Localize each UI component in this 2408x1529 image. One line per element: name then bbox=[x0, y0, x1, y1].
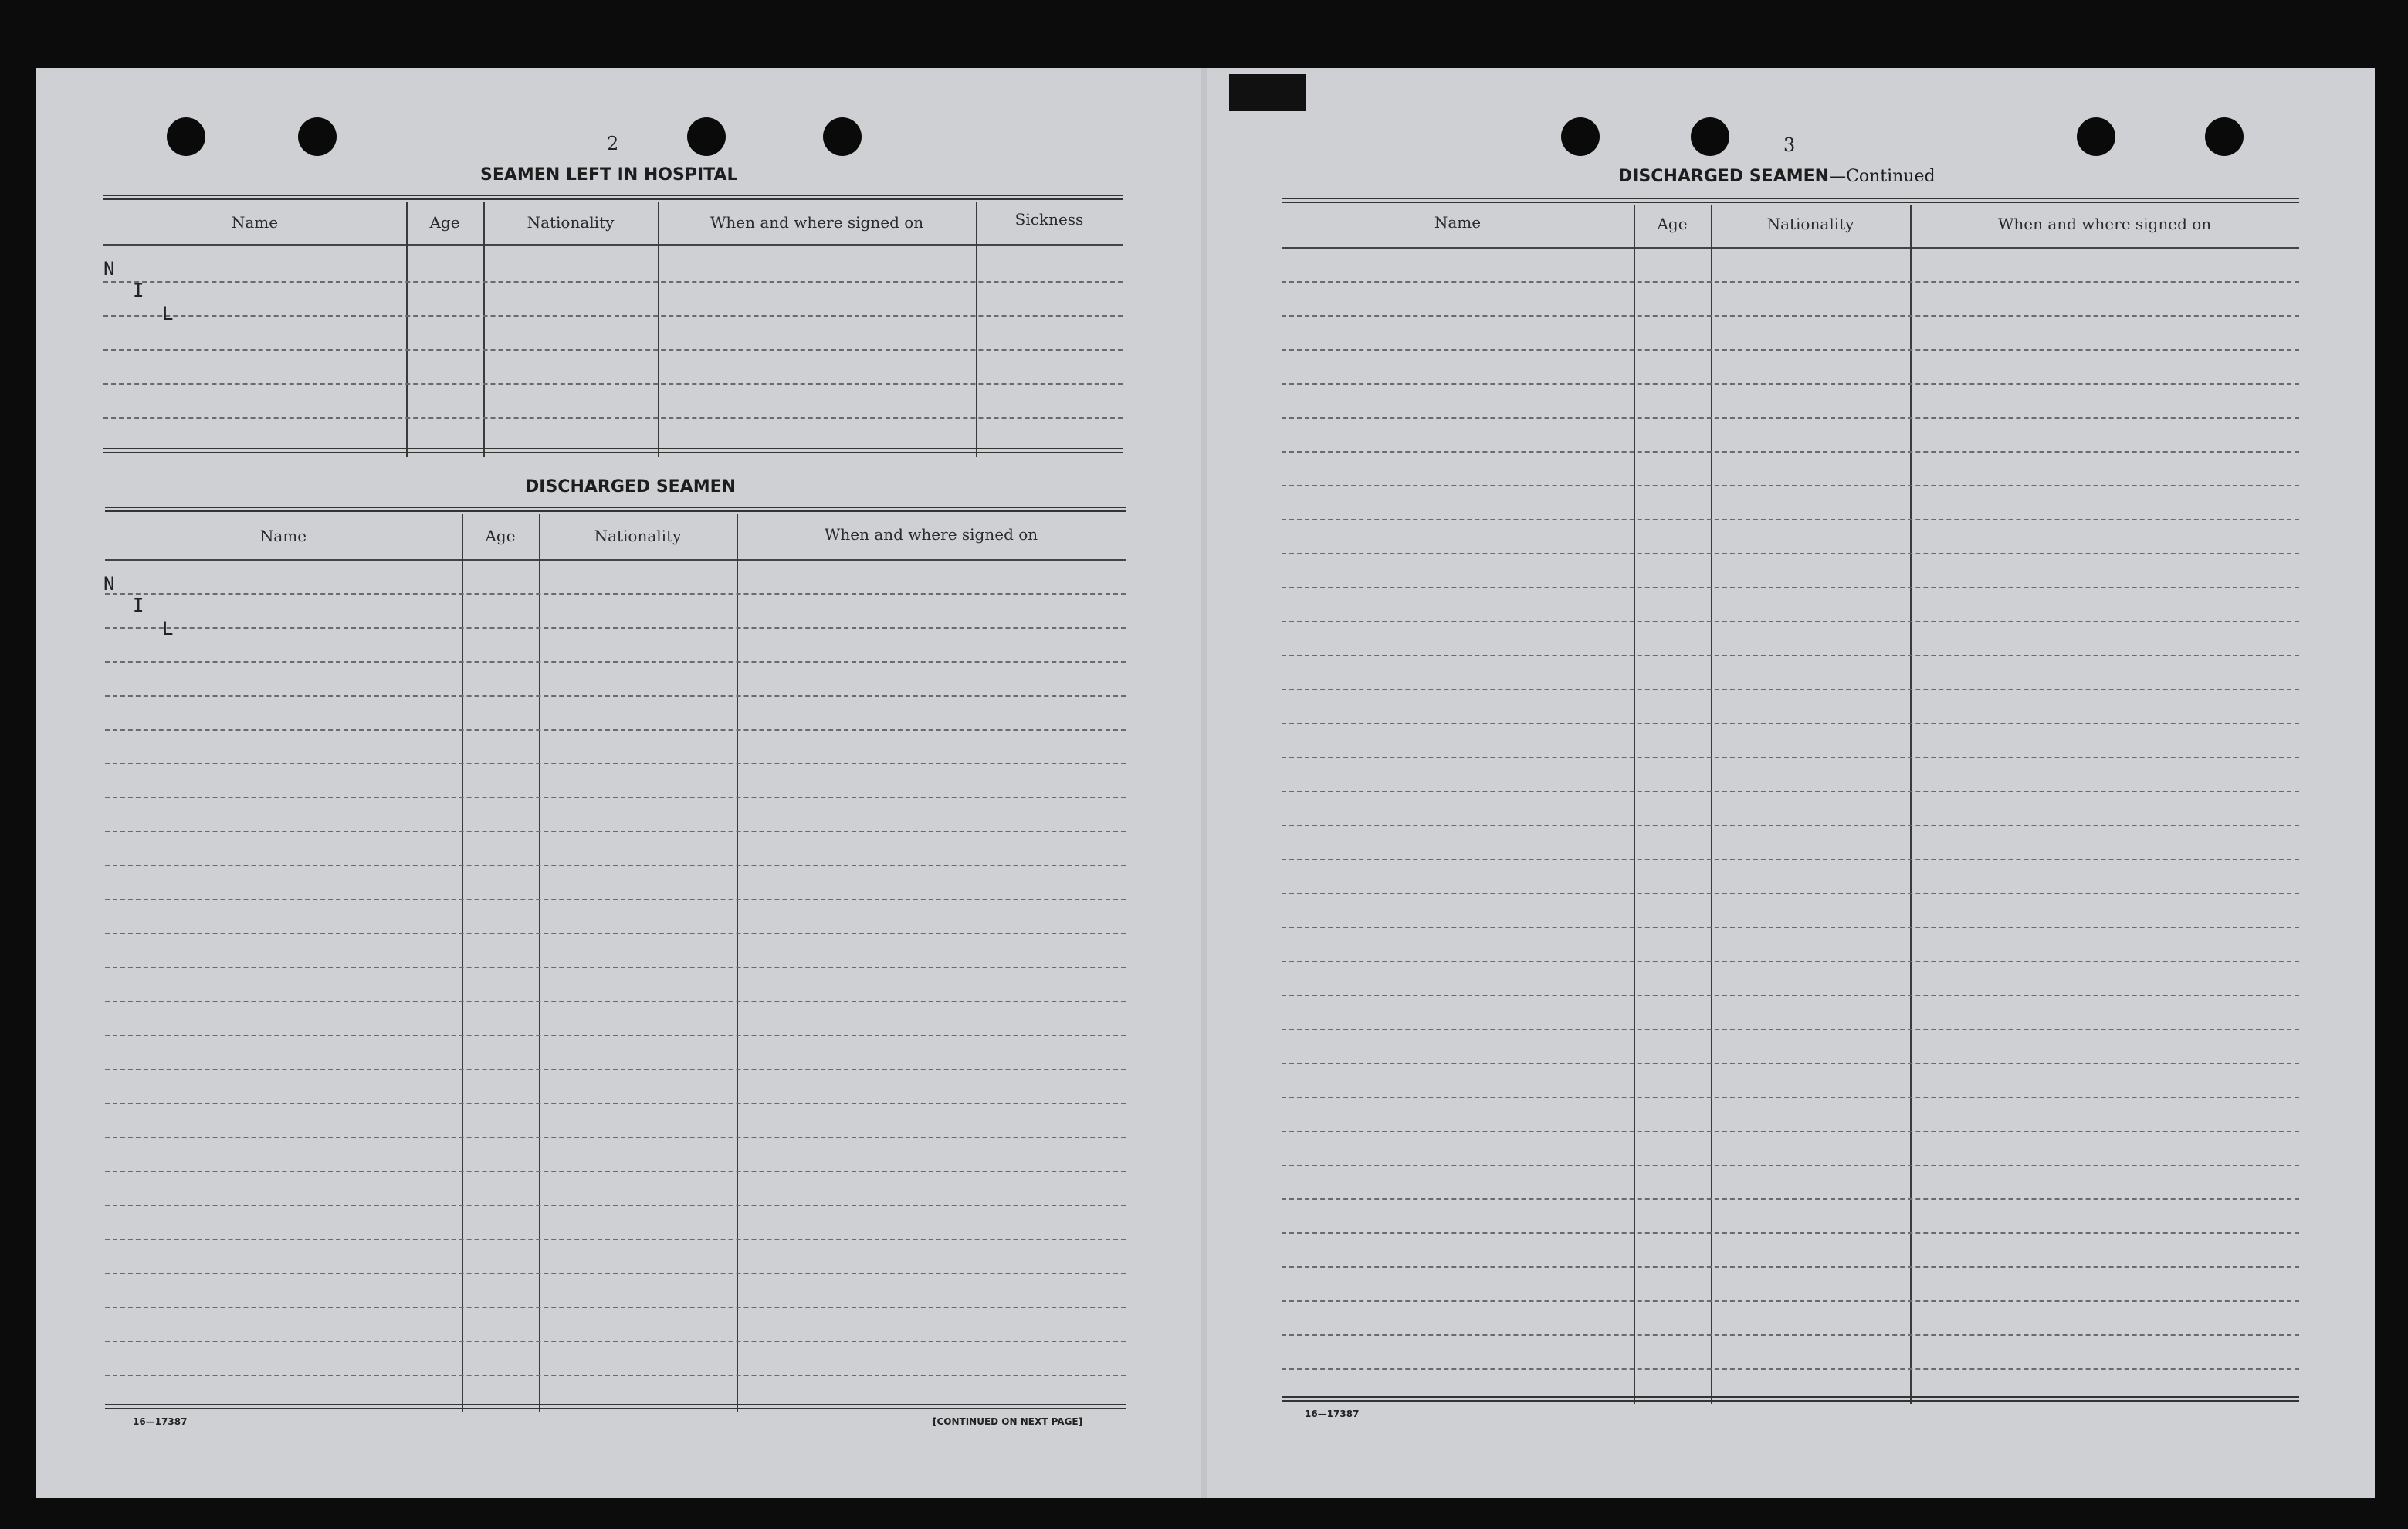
row-rule bbox=[1282, 349, 2299, 351]
row-rule bbox=[1282, 1334, 2299, 1336]
table-top-rule bbox=[105, 507, 1126, 512]
row-rule bbox=[1282, 621, 2299, 622]
row-rule bbox=[1282, 689, 2299, 690]
row-rule bbox=[1282, 1368, 2299, 1370]
column-header-name: Name bbox=[259, 527, 307, 545]
discharged-table bbox=[105, 507, 1126, 1412]
row-rule bbox=[103, 315, 1123, 317]
column-header-age: Age bbox=[485, 527, 516, 545]
row-rule bbox=[1282, 791, 2299, 792]
row-rule bbox=[105, 763, 1126, 764]
column-divider bbox=[1910, 205, 1912, 1404]
hospital-table bbox=[103, 195, 1123, 457]
row-rule bbox=[1282, 281, 2299, 283]
row-rule bbox=[1282, 315, 2299, 317]
column-divider bbox=[462, 514, 463, 1412]
row-rule bbox=[1282, 485, 2299, 486]
row-rule bbox=[105, 1035, 1126, 1036]
table-top-rule bbox=[103, 195, 1123, 200]
row-rule bbox=[1282, 587, 2299, 588]
header-separator bbox=[1282, 247, 2299, 249]
page-fold bbox=[1201, 68, 1207, 1498]
row-rule bbox=[1282, 757, 2299, 758]
column-header-signed-on: When and where signed on bbox=[710, 213, 924, 232]
column-header-name: Name bbox=[231, 213, 279, 232]
row-rule bbox=[1282, 961, 2299, 962]
row-rule bbox=[105, 1341, 1126, 1342]
row-rule bbox=[105, 1069, 1126, 1070]
column-header-name: Name bbox=[1434, 213, 1482, 232]
column-header-nationality: Nationality bbox=[594, 527, 682, 545]
column-header-signed-on: When and where signed on bbox=[824, 525, 1038, 544]
row-rule bbox=[1282, 383, 2299, 385]
row-rule bbox=[1282, 1300, 2299, 1302]
punch-hole bbox=[2205, 117, 2244, 156]
punch-hole bbox=[1691, 117, 1729, 156]
row-rule bbox=[1282, 451, 2299, 453]
punch-hole bbox=[1561, 117, 1600, 156]
column-divider bbox=[539, 514, 540, 1412]
table-bottom-rule bbox=[103, 448, 1123, 453]
column-header-sickness: Sickness bbox=[1014, 210, 1084, 229]
column-divider bbox=[483, 202, 485, 457]
column-header-nationality: Nationality bbox=[1766, 215, 1854, 233]
row-rule bbox=[103, 383, 1123, 385]
punch-hole bbox=[823, 117, 862, 156]
nil-letter: I bbox=[133, 595, 144, 616]
row-rule bbox=[1282, 1131, 2299, 1132]
table-top-rule bbox=[1282, 198, 2299, 203]
row-rule bbox=[103, 349, 1123, 351]
row-rule bbox=[1282, 893, 2299, 894]
row-rule bbox=[105, 899, 1126, 900]
page-number-left: 2 bbox=[607, 133, 619, 154]
row-rule bbox=[105, 865, 1126, 866]
row-rule bbox=[105, 661, 1126, 663]
discharged-section-title: DISCHARGED SEAMEN bbox=[525, 477, 737, 497]
column-header-age: Age bbox=[429, 213, 460, 232]
row-rule bbox=[1282, 1266, 2299, 1268]
row-rule bbox=[1282, 655, 2299, 656]
table-bottom-rule bbox=[1282, 1396, 2299, 1402]
column-divider bbox=[1634, 205, 1635, 1404]
row-rule bbox=[1282, 859, 2299, 860]
column-divider bbox=[976, 202, 977, 457]
row-rule bbox=[105, 695, 1126, 697]
punch-hole bbox=[298, 117, 337, 156]
punch-hole bbox=[167, 117, 205, 156]
form-number-right: 16—17387 bbox=[1305, 1409, 1360, 1419]
row-rule bbox=[105, 1001, 1126, 1002]
continued-note: [CONTINUED ON NEXT PAGE] bbox=[933, 1416, 1083, 1427]
title-suffix: —Continued bbox=[1829, 167, 1936, 186]
column-divider bbox=[658, 202, 659, 457]
row-rule bbox=[1282, 1232, 2299, 1234]
column-divider bbox=[406, 202, 408, 457]
row-rule bbox=[105, 797, 1126, 798]
row-rule bbox=[1282, 1198, 2299, 1200]
row-rule bbox=[105, 933, 1126, 934]
row-rule bbox=[1282, 723, 2299, 724]
row-rule bbox=[105, 831, 1126, 832]
nil-letter: I bbox=[133, 280, 144, 301]
page-number-right: 3 bbox=[1783, 134, 1796, 156]
nil-letter: N bbox=[103, 573, 115, 595]
column-header-nationality: Nationality bbox=[527, 213, 615, 232]
row-rule bbox=[103, 417, 1123, 419]
row-rule bbox=[1282, 1165, 2299, 1166]
row-rule bbox=[1282, 417, 2299, 419]
discharged-continued-table bbox=[1282, 198, 2299, 1404]
form-number-left: 16—17387 bbox=[133, 1416, 188, 1427]
nil-letter: L bbox=[162, 618, 174, 639]
nil-letter: L bbox=[162, 303, 174, 324]
right-page-title bbox=[1618, 167, 1936, 186]
column-divider bbox=[1711, 205, 1712, 1404]
header-separator bbox=[103, 244, 1123, 246]
row-rule bbox=[1282, 519, 2299, 520]
row-rule bbox=[105, 1103, 1126, 1104]
row-rule bbox=[105, 1307, 1126, 1308]
nil-letter: N bbox=[103, 258, 115, 280]
binding-tab bbox=[1229, 74, 1306, 111]
row-rule bbox=[105, 1205, 1126, 1206]
punch-hole bbox=[2077, 117, 2115, 156]
row-rule bbox=[105, 1239, 1126, 1240]
row-rule bbox=[105, 1137, 1126, 1138]
punch-hole bbox=[687, 117, 726, 156]
row-rule bbox=[105, 1273, 1126, 1274]
row-rule bbox=[105, 1171, 1126, 1172]
column-header-signed-on: When and where signed on bbox=[1997, 215, 2212, 233]
row-rule bbox=[105, 627, 1126, 629]
row-rule bbox=[105, 593, 1126, 595]
hospital-section-title: SEAMEN LEFT IN HOSPITAL bbox=[480, 165, 738, 185]
column-divider bbox=[737, 514, 738, 1412]
row-rule bbox=[105, 1375, 1126, 1376]
column-header-age: Age bbox=[1657, 215, 1688, 233]
title-main: DISCHARGED SEAMEN bbox=[1618, 167, 1830, 186]
header-separator bbox=[105, 559, 1126, 561]
row-rule bbox=[1282, 553, 2299, 554]
row-rule bbox=[1282, 927, 2299, 928]
row-rule bbox=[105, 967, 1126, 968]
table-bottom-rule bbox=[105, 1404, 1126, 1409]
row-rule bbox=[103, 281, 1123, 283]
row-rule bbox=[1282, 1097, 2299, 1098]
row-rule bbox=[1282, 1029, 2299, 1030]
row-rule bbox=[1282, 1063, 2299, 1064]
row-rule bbox=[1282, 825, 2299, 826]
row-rule bbox=[1282, 995, 2299, 996]
row-rule bbox=[105, 729, 1126, 731]
